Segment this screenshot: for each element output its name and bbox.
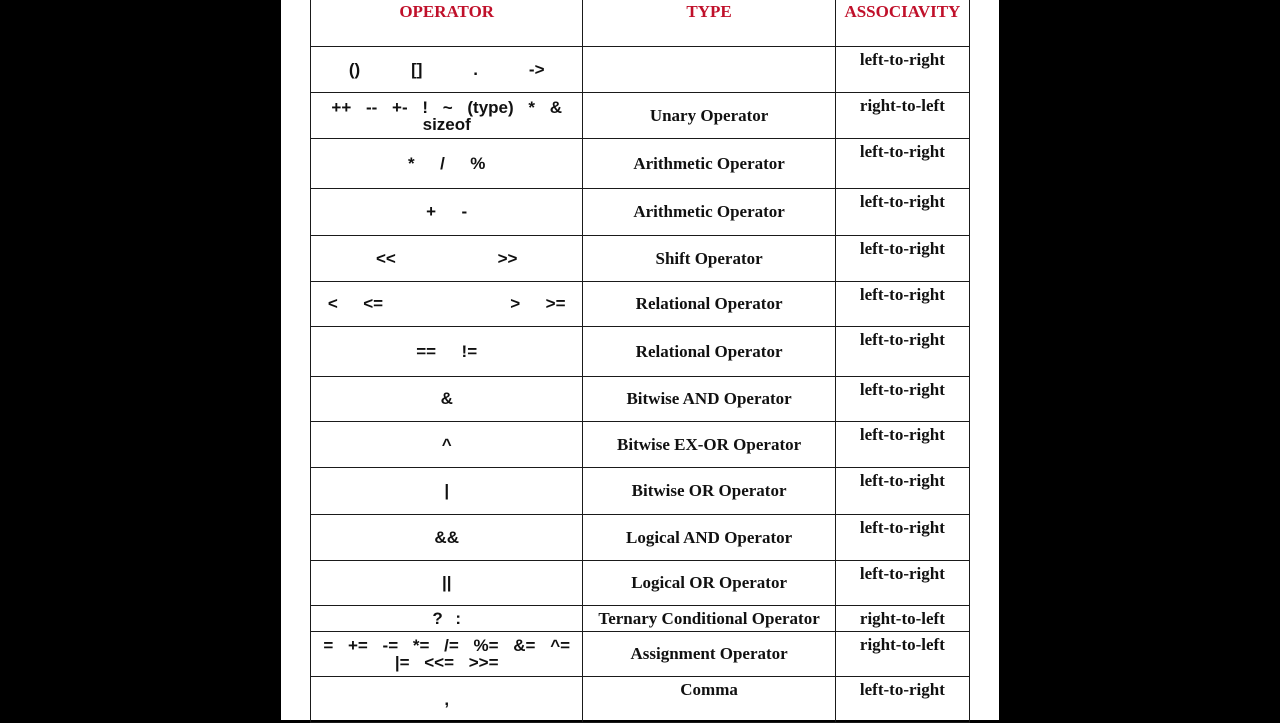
type-cell: Logical AND Operator	[583, 515, 835, 561]
type-cell: Assignment Operator	[583, 632, 835, 677]
header-type: TYPE	[583, 0, 835, 47]
table-row	[311, 377, 970, 422]
associativity-cell: right-to-left	[835, 632, 969, 677]
table-row	[311, 236, 970, 282]
table-row	[311, 468, 970, 515]
operator-cell: () [] . ->	[311, 47, 583, 93]
associativity-cell: right-to-left	[835, 93, 969, 139]
type-cell: Relational Operator	[583, 327, 835, 377]
type-cell: Relational Operator	[583, 282, 835, 327]
operator-precedence-table	[310, 0, 970, 723]
type-cell: Unary Operator	[583, 93, 835, 139]
type-cell: Ternary Conditional Operator	[583, 606, 835, 632]
type-cell: Comma	[583, 677, 835, 723]
associativity-cell: left-to-right	[835, 422, 969, 468]
associativity-cell: left-to-right	[835, 47, 969, 93]
operator-cell: * / %	[311, 139, 583, 189]
operator-cell: == !=	[311, 327, 583, 377]
operator-cell: < <= > >=	[311, 282, 583, 327]
associativity-cell: left-to-right	[835, 282, 969, 327]
table-row	[311, 632, 970, 677]
operator-cell: = += -= *= /= %= &= ^= |= <<= >>=	[311, 632, 583, 677]
operator-cell: + -	[311, 189, 583, 236]
associativity-cell: left-to-right	[835, 515, 969, 561]
associativity-cell: left-to-right	[835, 561, 969, 606]
associativity-cell: left-to-right	[835, 189, 969, 236]
operator-cell: ||	[311, 561, 583, 606]
operator-cell: &	[311, 377, 583, 422]
header-operator: OPERATOR	[311, 0, 583, 47]
operator-cell: ? :	[311, 606, 583, 632]
table-row	[311, 515, 970, 561]
associativity-cell: left-to-right	[835, 677, 969, 723]
header-associativity: ASSOCIAVITY	[835, 0, 969, 47]
table-row	[311, 282, 970, 327]
operator-cell: &&	[311, 515, 583, 561]
table-row	[311, 189, 970, 236]
operator-cell: ,	[311, 677, 583, 723]
table-row	[311, 93, 970, 139]
associativity-cell: left-to-right	[835, 236, 969, 282]
table-row	[311, 677, 970, 723]
header-row	[311, 0, 970, 47]
operator-cell: ^	[311, 422, 583, 468]
associativity-cell: left-to-right	[835, 139, 969, 189]
table-row	[311, 139, 970, 189]
table-row	[311, 422, 970, 468]
table-row	[311, 47, 970, 93]
associativity-cell: left-to-right	[835, 377, 969, 422]
type-cell: Bitwise OR Operator	[583, 468, 835, 515]
table-row	[311, 606, 970, 632]
associativity-cell: right-to-left	[835, 606, 969, 632]
type-cell	[583, 47, 835, 93]
operator-cell: ++ -- +- ! ~ (type) * & sizeof	[311, 93, 583, 139]
document-page	[281, 0, 999, 720]
table-row	[311, 327, 970, 377]
type-cell: Bitwise EX-OR Operator	[583, 422, 835, 468]
type-cell: Arithmetic Operator	[583, 189, 835, 236]
associativity-cell: left-to-right	[835, 327, 969, 377]
table-row	[311, 561, 970, 606]
operator-cell: << >>	[311, 236, 583, 282]
type-cell: Shift Operator	[583, 236, 835, 282]
associativity-cell: left-to-right	[835, 468, 969, 515]
type-cell: Logical OR Operator	[583, 561, 835, 606]
type-cell: Bitwise AND Operator	[583, 377, 835, 422]
type-cell: Arithmetic Operator	[583, 139, 835, 189]
operator-cell: |	[311, 468, 583, 515]
